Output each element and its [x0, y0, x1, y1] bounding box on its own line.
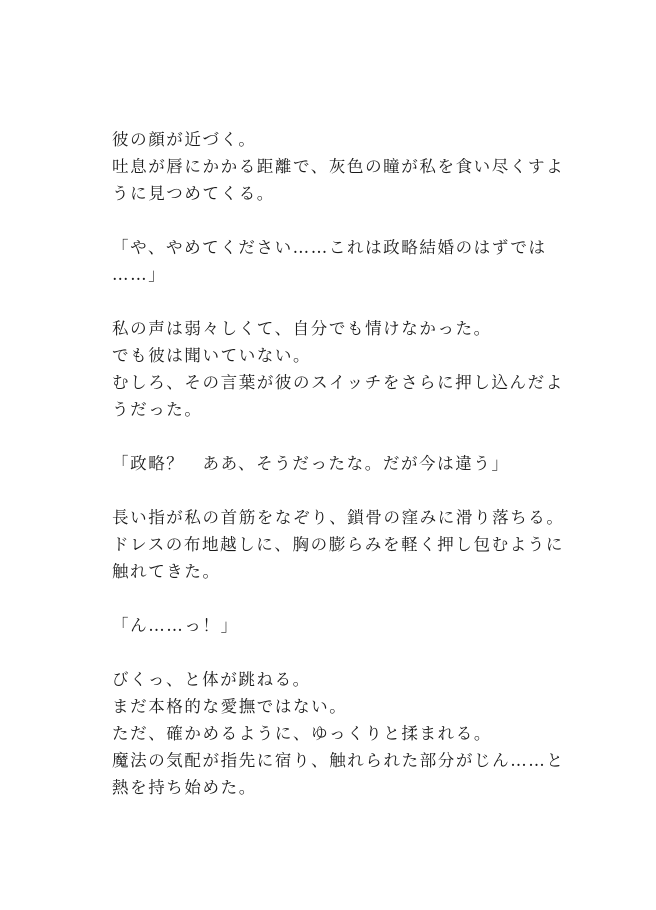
text-line: まだ本格的な愛撫ではない。: [112, 697, 348, 716]
text-line: びくっ、と体が跳ねる。: [112, 670, 311, 689]
text-line: でも彼は聞いていない。: [112, 346, 312, 365]
text-line: 「や、やめてください……これは政略結婚のはずでは: [112, 238, 547, 257]
text-line: 触れてきた。: [112, 562, 221, 581]
text-line: ……」: [112, 265, 167, 284]
blank-line: [112, 423, 548, 450]
text-line: うだった。: [112, 400, 203, 419]
text-line: うに見つめてくる。: [112, 184, 275, 203]
text-line: 魔法の気配が指先に宿り、触れられた部分がじん……と: [112, 751, 565, 770]
text-line: 熱を持ち始めた。: [112, 778, 257, 797]
text-line: 私の声は弱々しくて、自分でも情けなかった。: [112, 319, 492, 338]
blank-line: [112, 477, 548, 504]
text-line: むしろ、その言葉が彼のスイッチをさらに押し込んだよ: [112, 373, 564, 392]
blank-line: [112, 288, 548, 315]
body-text: [112, 126, 565, 801]
text-line: 吐息が唇にかかる距離で、灰色の瞳が私を食い尽くすよ: [112, 157, 565, 176]
blank-line: [112, 585, 548, 612]
text-line: 「政略？ ああ、そうだったな。だが今は違う」: [112, 454, 510, 473]
text-line: 長い指が私の首筋をなぞり、鎖骨の窪みに滑り落ちる。: [112, 508, 565, 527]
blank-line: [112, 207, 548, 234]
blank-line: [112, 639, 548, 666]
text-line: ドレスの布地越しに、胸の膨らみを軽く押し包むように: [112, 535, 565, 554]
text-line: 「ん……っ！」: [112, 616, 239, 635]
text-line: 彼の顔が近づく。: [112, 130, 257, 149]
text-line: ただ、確かめるように、ゆっくりと揉まれる。: [112, 724, 492, 743]
